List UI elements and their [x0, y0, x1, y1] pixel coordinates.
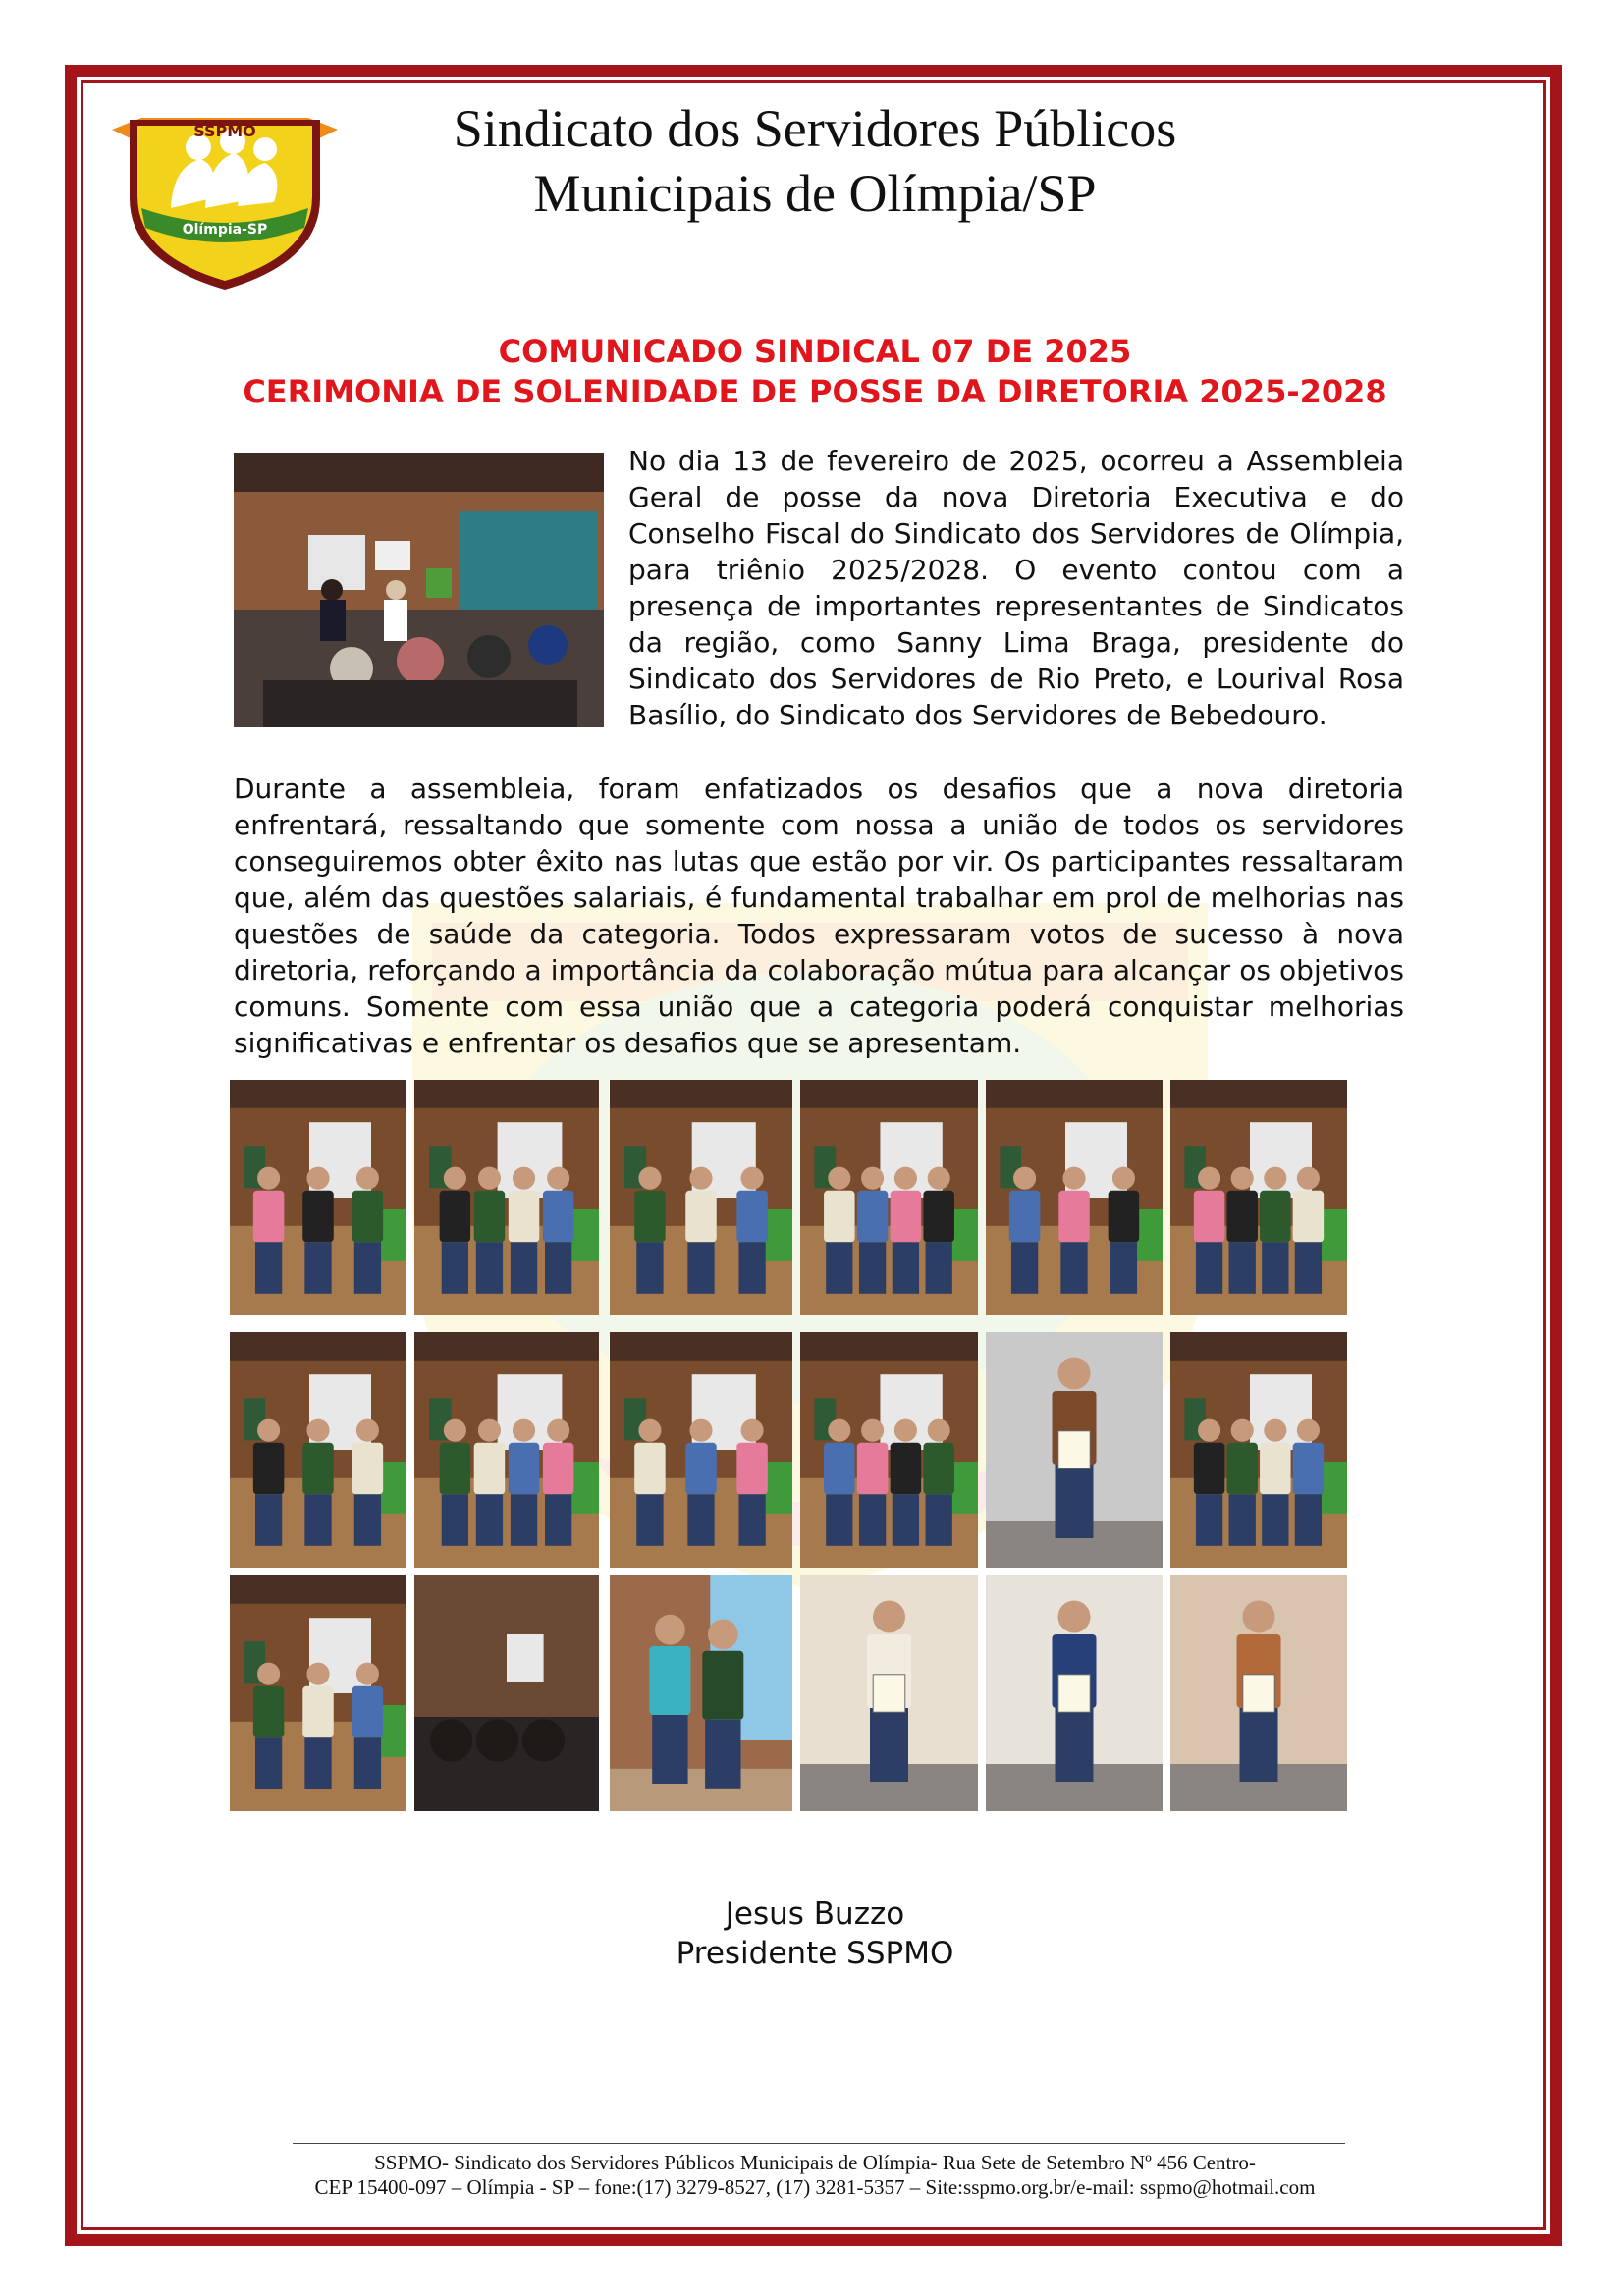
signature-block — [520, 1895, 1110, 1973]
group-photo — [610, 1332, 792, 1568]
gallery-photo — [414, 1332, 599, 1568]
gallery-photo — [986, 1332, 1163, 1568]
gallery-photo — [230, 1080, 406, 1315]
certificate — [1058, 1675, 1090, 1712]
signature-name: Jesus Buzzo — [725, 1896, 905, 1932]
signature-role: Presidente SSPMO — [676, 1936, 954, 1971]
group-photo — [610, 1080, 792, 1315]
footer-divider — [293, 2143, 1345, 2144]
gallery-photo — [986, 1080, 1163, 1315]
lead-event-photo — [234, 453, 604, 727]
group-photo — [230, 1332, 406, 1568]
audience-head — [522, 1719, 565, 1761]
assembly-paragraph: Durante a assembleia, foram enfatizados os desafios que a nova diretoria enfrentará, ressaltando que somente com nossa a união de todos os servidores conseguiremos obter êxito nas lutas que estão por vir. Os participantes ressaltaram que, além das questões salariais, é fundamental trabalhar em prol de melhorias nas questões de saúde da categoria. Todos expressaram votos de sucesso à nova diretoria, reforçando a importância da colaboração mútua para alcançar os objetivos comuns. Somente com essa união que a categoria poderá conquistar melhorias significativas e enfrentar os desafios que se apresentam. — [234, 773, 1404, 1059]
union-name-line1: Sindicato dos Servidores Públicos — [453, 99, 1177, 158]
group-photo — [1170, 1332, 1347, 1568]
pair-photo — [610, 1575, 792, 1811]
gallery-photo — [230, 1575, 406, 1811]
intro-paragraph: No dia 13 de fevereiro de 2025, ocorreu a Assembleia Geral de posse da nova Diretoria Executiva e do Conselho Fiscal do Sindicato dos Servidores de Olímpia, para triênio 2025/2028. O evento contou com a presença de importantes representantes de Sindicatos da região, como Sanny Lima Braga, presidente do Sindicato dos Servidores de Rio Preto, e Lourival Rosa Basílio, do Sindicato dos Servidores de Bebedouro. — [628, 445, 1404, 731]
group-photo — [986, 1080, 1163, 1315]
gallery-photo — [1170, 1080, 1347, 1315]
gallery-photo — [414, 1080, 599, 1315]
communique-title — [226, 332, 1404, 412]
gallery-photo — [610, 1575, 792, 1811]
gallery-photo — [414, 1575, 599, 1811]
assembly-audience-photo — [234, 453, 604, 727]
communique-title-line1: COMUNICADO SINDICAL 07 DE 2025 — [498, 333, 1132, 370]
certificate — [1058, 1431, 1090, 1468]
portrait-photo — [986, 1332, 1163, 1568]
certificate — [1243, 1675, 1274, 1712]
gallery-photo — [230, 1332, 406, 1568]
audience-head — [430, 1719, 472, 1761]
footer-address-line: SSPMO- Sindicato dos Servidores Públicos Municipais de Olímpia- Rua Sete de Setembro Nº 456 Centro- — [374, 2151, 1256, 2174]
footer-contact-line: CEP 15400-097 – Olímpia - SP – fone:(17) 3279-8527, (17) 3281-5357 – Site:sspmo.org.br/e-mail: sspmo@hotmail.com — [314, 2175, 1316, 2199]
gallery-photo — [610, 1080, 792, 1315]
group-photo — [230, 1080, 406, 1315]
communique-title-line2: CERIMONIA DE SOLENIDADE DE POSSE DA DIRETORIA 2025-2028 — [243, 373, 1387, 410]
gallery-photo — [800, 1332, 978, 1568]
footer — [196, 2151, 1434, 2200]
group-photo — [230, 1575, 406, 1811]
gallery-photo — [986, 1575, 1163, 1811]
audience-head — [476, 1719, 518, 1761]
group-photo — [414, 1332, 599, 1568]
gallery-photo — [800, 1080, 978, 1315]
portrait-photo — [1170, 1575, 1347, 1811]
group-photo — [1170, 1080, 1347, 1315]
portrait-photo — [986, 1575, 1163, 1811]
portrait-photo — [800, 1575, 978, 1811]
group-photo — [414, 1080, 599, 1315]
group-photo — [800, 1332, 978, 1568]
sspmo-logo — [112, 90, 338, 292]
gallery-photo — [610, 1332, 792, 1568]
gallery-photo — [1170, 1575, 1347, 1811]
logo-bottom-text: Olímpia-SP — [182, 222, 268, 238]
gallery-photo — [1170, 1332, 1347, 1568]
audience-photo — [414, 1575, 599, 1811]
union-name-line2: Municipais de Olímpia/SP — [533, 164, 1097, 223]
logo-top-text: SSPMO — [193, 122, 256, 140]
group-photo — [800, 1080, 978, 1315]
certificate — [873, 1675, 905, 1712]
gallery-photo — [800, 1575, 978, 1811]
union-name — [373, 96, 1257, 226]
